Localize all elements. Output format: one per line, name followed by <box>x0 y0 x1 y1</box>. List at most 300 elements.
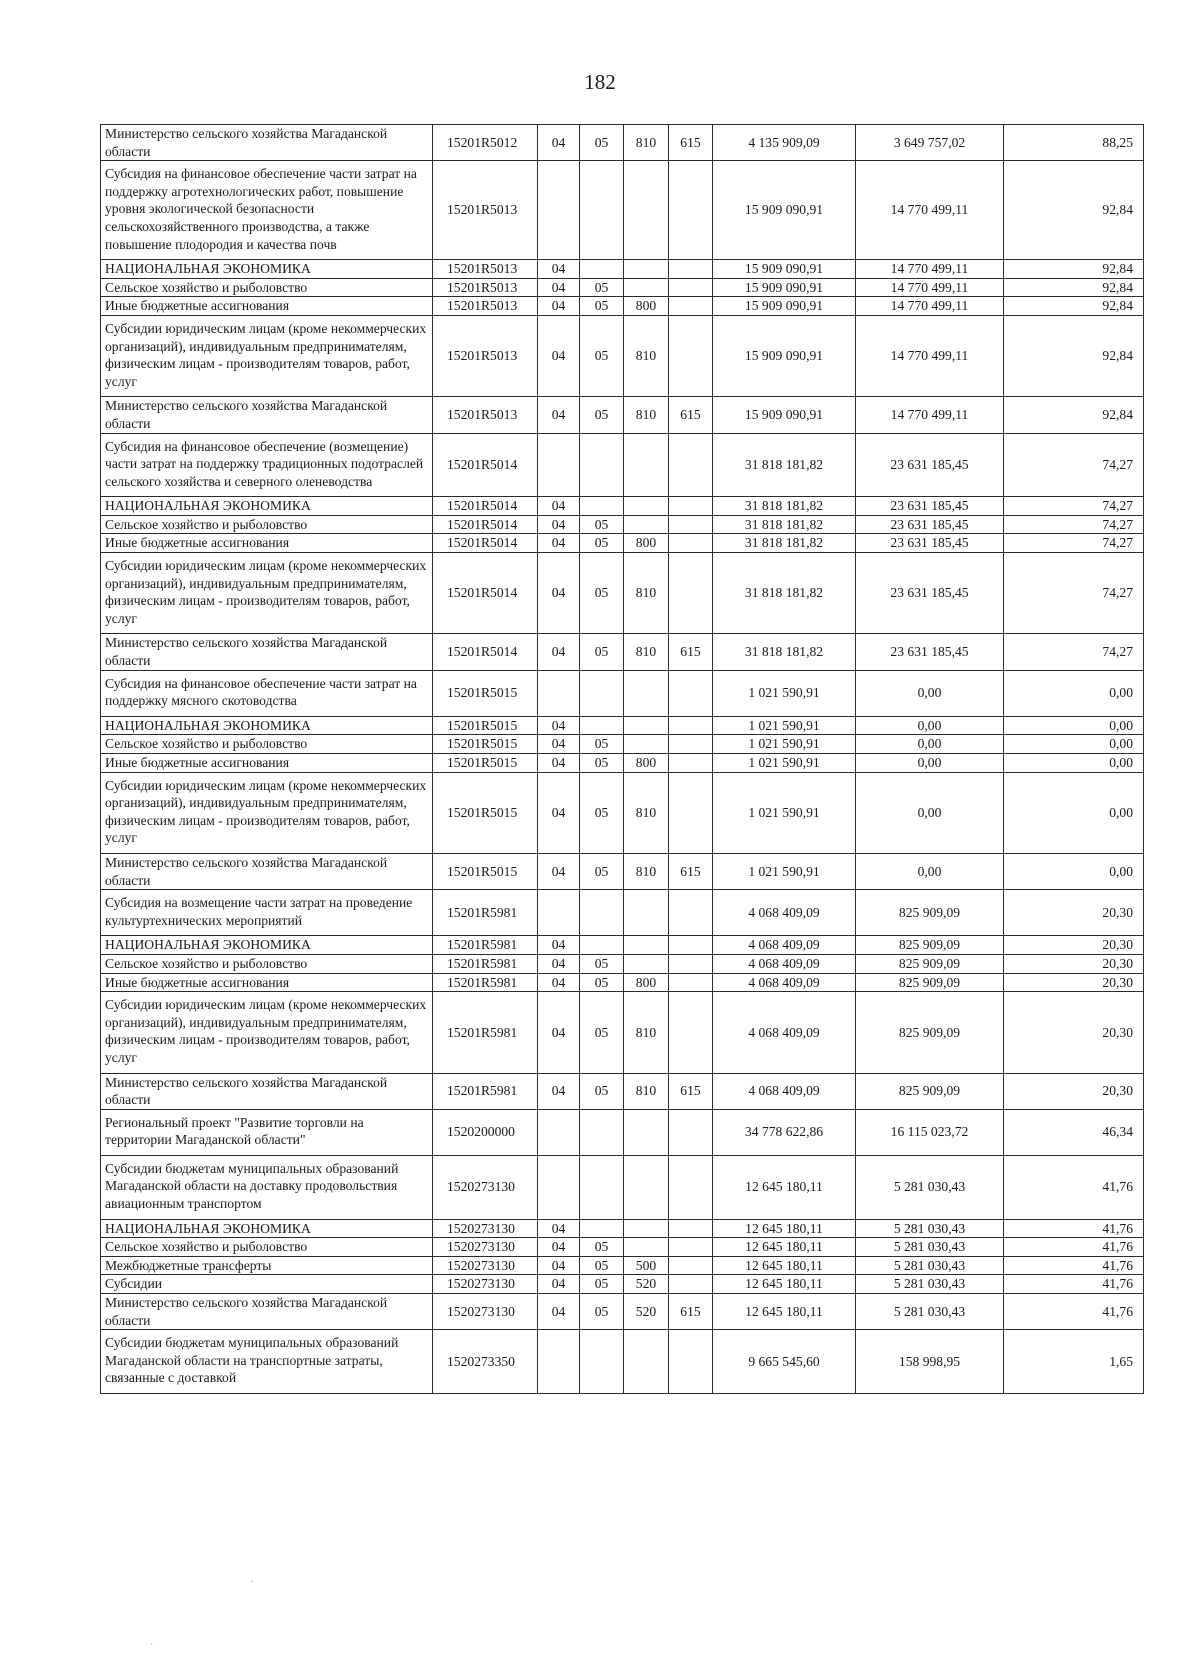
cell-execution-percent: 0,00 <box>1004 670 1144 716</box>
table-row <box>101 992 1144 1073</box>
table-row <box>101 534 1144 553</box>
cell-ministry-code <box>669 890 713 936</box>
cell-subsection: 05 <box>580 735 624 754</box>
cell-expense-type: 810 <box>624 125 669 161</box>
cell-subsection: 05 <box>580 278 624 297</box>
cell-expense-type: 810 <box>624 772 669 853</box>
cell-actual-amount: 14 770 499,11 <box>856 297 1004 316</box>
scan-speck: · <box>150 1640 154 1651</box>
cell-name: НАЦИОНАЛЬНАЯ ЭКОНОМИКА <box>101 936 433 955</box>
cell-name: Министерство сельского хозяйства Магаданской области <box>101 1294 433 1330</box>
table-row <box>101 433 1144 497</box>
cell-section: 04 <box>538 397 580 433</box>
cell-code: 15201R5981 <box>433 973 538 992</box>
cell-execution-percent: 74,27 <box>1004 634 1144 670</box>
cell-ministry-code <box>669 1275 713 1294</box>
page-number: 182 <box>584 70 616 94</box>
cell-section <box>538 1155 580 1219</box>
scan-speck: · <box>250 1577 254 1588</box>
cell-planned-amount: 4 068 409,09 <box>713 890 856 936</box>
cell-section: 04 <box>538 954 580 973</box>
budget-table <box>100 124 1144 1394</box>
cell-execution-percent: 20,30 <box>1004 954 1144 973</box>
cell-ministry-code <box>669 1109 713 1155</box>
cell-subsection <box>580 1219 624 1238</box>
cell-subsection <box>580 433 624 497</box>
table-row <box>101 973 1144 992</box>
cell-actual-amount: 5 281 030,43 <box>856 1256 1004 1275</box>
cell-section: 04 <box>538 735 580 754</box>
cell-section: 04 <box>538 125 580 161</box>
cell-subsection: 05 <box>580 634 624 670</box>
table-row <box>101 278 1144 297</box>
cell-ministry-code: 615 <box>669 853 713 889</box>
cell-name: НАЦИОНАЛЬНАЯ ЭКОНОМИКА <box>101 497 433 516</box>
table-row <box>101 397 1144 433</box>
cell-subsection <box>580 890 624 936</box>
cell-section <box>538 161 580 260</box>
cell-actual-amount: 0,00 <box>856 772 1004 853</box>
cell-actual-amount: 14 770 499,11 <box>856 397 1004 433</box>
cell-actual-amount: 23 631 185,45 <box>856 515 1004 534</box>
cell-ministry-code <box>669 161 713 260</box>
cell-planned-amount: 31 818 181,82 <box>713 534 856 553</box>
cell-expense-type <box>624 278 669 297</box>
cell-planned-amount: 1 021 590,91 <box>713 754 856 773</box>
cell-expense-type: 520 <box>624 1275 669 1294</box>
cell-ministry-code: 615 <box>669 1294 713 1330</box>
cell-subsection: 05 <box>580 397 624 433</box>
cell-section: 04 <box>538 297 580 316</box>
cell-ministry-code <box>669 735 713 754</box>
cell-ministry-code: 615 <box>669 125 713 161</box>
cell-expense-type: 810 <box>624 397 669 433</box>
cell-planned-amount: 4 068 409,09 <box>713 973 856 992</box>
cell-execution-percent: 20,30 <box>1004 936 1144 955</box>
cell-expense-type <box>624 670 669 716</box>
cell-subsection <box>580 670 624 716</box>
cell-code: 15201R5014 <box>433 515 538 534</box>
cell-actual-amount: 5 281 030,43 <box>856 1294 1004 1330</box>
cell-subsection <box>580 1330 624 1394</box>
cell-name: Субсидия на возмещение части затрат на проведение культуртехнических мероприятий <box>101 890 433 936</box>
cell-execution-percent: 92,84 <box>1004 260 1144 279</box>
cell-section <box>538 433 580 497</box>
cell-expense-type <box>624 260 669 279</box>
cell-subsection: 05 <box>580 1256 624 1275</box>
cell-subsection: 05 <box>580 125 624 161</box>
cell-section: 04 <box>538 553 580 634</box>
cell-planned-amount: 12 645 180,11 <box>713 1256 856 1275</box>
cell-name: Субсидии бюджетам муниципальных образований Магаданской области на доставку продовольствия авиационным транспортом <box>101 1155 433 1219</box>
table-row <box>101 1275 1144 1294</box>
cell-actual-amount: 0,00 <box>856 754 1004 773</box>
cell-code: 15201R5012 <box>433 125 538 161</box>
cell-subsection: 05 <box>580 1275 624 1294</box>
cell-code: 1520273130 <box>433 1219 538 1238</box>
cell-subsection <box>580 936 624 955</box>
cell-name: Субсидии юридическим лицам (кроме некоммерческих организаций), индивидуальным предпринимателям, физическим лицам - производителям товаров, работ, услуг <box>101 553 433 634</box>
cell-code: 15201R5015 <box>433 853 538 889</box>
cell-expense-type <box>624 954 669 973</box>
cell-name: Сельское хозяйство и рыболовство <box>101 735 433 754</box>
cell-actual-amount: 825 909,09 <box>856 992 1004 1073</box>
cell-actual-amount: 5 281 030,43 <box>856 1275 1004 1294</box>
cell-name: Субсидии юридическим лицам (кроме некоммерческих организаций), индивидуальным предпринимателям, физическим лицам - производителям товаров, работ, услуг <box>101 772 433 853</box>
cell-planned-amount: 31 818 181,82 <box>713 553 856 634</box>
table-row <box>101 954 1144 973</box>
cell-planned-amount: 1 021 590,91 <box>713 716 856 735</box>
cell-expense-type: 800 <box>624 297 669 316</box>
table-row <box>101 634 1144 670</box>
table-row <box>101 161 1144 260</box>
cell-execution-percent: 92,84 <box>1004 297 1144 316</box>
cell-code: 15201R5015 <box>433 716 538 735</box>
cell-code: 15201R5015 <box>433 735 538 754</box>
cell-code: 15201R5013 <box>433 315 538 396</box>
cell-name: Иные бюджетные ассигнования <box>101 973 433 992</box>
cell-name: Министерство сельского хозяйства Магаданской области <box>101 1073 433 1109</box>
cell-ministry-code: 615 <box>669 1073 713 1109</box>
cell-ministry-code <box>669 1330 713 1394</box>
table-row <box>101 553 1144 634</box>
cell-code: 1520273130 <box>433 1256 538 1275</box>
cell-subsection: 05 <box>580 973 624 992</box>
table-row <box>101 315 1144 396</box>
cell-expense-type: 810 <box>624 853 669 889</box>
table-row <box>101 1294 1144 1330</box>
cell-code: 15201R5013 <box>433 278 538 297</box>
cell-planned-amount: 31 818 181,82 <box>713 515 856 534</box>
cell-planned-amount: 15 909 090,91 <box>713 278 856 297</box>
cell-code: 15201R5013 <box>433 297 538 316</box>
table-row <box>101 125 1144 161</box>
cell-expense-type: 810 <box>624 1073 669 1109</box>
table-row <box>101 297 1144 316</box>
cell-planned-amount: 31 818 181,82 <box>713 433 856 497</box>
table-row <box>101 670 1144 716</box>
cell-expense-type <box>624 716 669 735</box>
cell-expense-type: 810 <box>624 634 669 670</box>
cell-actual-amount: 14 770 499,11 <box>856 315 1004 396</box>
cell-ministry-code <box>669 553 713 634</box>
cell-subsection <box>580 497 624 516</box>
cell-subsection: 05 <box>580 315 624 396</box>
cell-section: 04 <box>538 315 580 396</box>
cell-execution-percent: 92,84 <box>1004 278 1144 297</box>
cell-execution-percent: 41,76 <box>1004 1275 1144 1294</box>
cell-execution-percent: 46,34 <box>1004 1109 1144 1155</box>
cell-expense-type: 500 <box>624 1256 669 1275</box>
cell-ministry-code <box>669 772 713 853</box>
cell-subsection: 05 <box>580 1073 624 1109</box>
table-row <box>101 772 1144 853</box>
cell-code: 15201R5015 <box>433 670 538 716</box>
cell-expense-type <box>624 735 669 754</box>
cell-name: Сельское хозяйство и рыболовство <box>101 278 433 297</box>
cell-planned-amount: 31 818 181,82 <box>713 497 856 516</box>
cell-name: Субсидии бюджетам муниципальных образований Магаданской области на транспортные затраты, связанные с доставкой <box>101 1330 433 1394</box>
cell-expense-type <box>624 161 669 260</box>
cell-section: 04 <box>538 1073 580 1109</box>
cell-subsection <box>580 716 624 735</box>
table-row <box>101 890 1144 936</box>
cell-execution-percent: 0,00 <box>1004 853 1144 889</box>
cell-subsection <box>580 1155 624 1219</box>
cell-ministry-code <box>669 515 713 534</box>
cell-name: НАЦИОНАЛЬНАЯ ЭКОНОМИКА <box>101 716 433 735</box>
cell-section: 04 <box>538 278 580 297</box>
cell-section: 04 <box>538 1238 580 1257</box>
cell-actual-amount: 5 281 030,43 <box>856 1238 1004 1257</box>
cell-execution-percent: 1,65 <box>1004 1330 1144 1394</box>
budget-table-body <box>101 125 1144 1394</box>
cell-section: 04 <box>538 1275 580 1294</box>
cell-section <box>538 1109 580 1155</box>
cell-section <box>538 890 580 936</box>
table-row <box>101 1155 1144 1219</box>
cell-section <box>538 1330 580 1394</box>
cell-execution-percent: 74,27 <box>1004 497 1144 516</box>
cell-planned-amount: 4 135 909,09 <box>713 125 856 161</box>
table-row <box>101 515 1144 534</box>
cell-code: 15201R5013 <box>433 397 538 433</box>
cell-execution-percent: 74,27 <box>1004 515 1144 534</box>
table-row <box>101 1238 1144 1257</box>
cell-code: 15201R5013 <box>433 161 538 260</box>
cell-ministry-code <box>669 1219 713 1238</box>
cell-execution-percent: 41,76 <box>1004 1238 1144 1257</box>
cell-code: 1520200000 <box>433 1109 538 1155</box>
cell-subsection: 05 <box>580 553 624 634</box>
table-row <box>101 1073 1144 1109</box>
cell-code: 15201R5013 <box>433 260 538 279</box>
cell-ministry-code <box>669 297 713 316</box>
cell-code: 15201R5015 <box>433 772 538 853</box>
cell-actual-amount: 16 115 023,72 <box>856 1109 1004 1155</box>
table-row <box>101 1219 1144 1238</box>
cell-ministry-code <box>669 260 713 279</box>
cell-execution-percent: 0,00 <box>1004 772 1144 853</box>
cell-ministry-code <box>669 954 713 973</box>
cell-actual-amount: 14 770 499,11 <box>856 260 1004 279</box>
table-row <box>101 260 1144 279</box>
table-row <box>101 735 1144 754</box>
cell-subsection <box>580 260 624 279</box>
table-row <box>101 1330 1144 1394</box>
cell-code: 15201R5981 <box>433 992 538 1073</box>
cell-section: 04 <box>538 534 580 553</box>
cell-actual-amount: 158 998,95 <box>856 1330 1004 1394</box>
cell-name: Сельское хозяйство и рыболовство <box>101 515 433 534</box>
cell-execution-percent: 0,00 <box>1004 735 1144 754</box>
cell-execution-percent: 20,30 <box>1004 1073 1144 1109</box>
cell-execution-percent: 92,84 <box>1004 315 1144 396</box>
cell-name: Субсидия на финансовое обеспечение (возмещение) части затрат на поддержку традиционных подотраслей сельского хозяйства и северного оленеводства <box>101 433 433 497</box>
cell-actual-amount: 14 770 499,11 <box>856 278 1004 297</box>
cell-section: 04 <box>538 497 580 516</box>
cell-name: Иные бюджетные ассигнования <box>101 534 433 553</box>
cell-expense-type: 810 <box>624 553 669 634</box>
cell-ministry-code <box>669 936 713 955</box>
cell-actual-amount: 825 909,09 <box>856 973 1004 992</box>
cell-code: 1520273130 <box>433 1294 538 1330</box>
cell-actual-amount: 5 281 030,43 <box>856 1155 1004 1219</box>
cell-subsection: 05 <box>580 992 624 1073</box>
cell-code: 15201R5014 <box>433 433 538 497</box>
cell-expense-type <box>624 1155 669 1219</box>
cell-name: Субсидия на финансовое обеспечение части затрат на поддержку мясного скотоводства <box>101 670 433 716</box>
cell-actual-amount: 23 631 185,45 <box>856 497 1004 516</box>
cell-planned-amount: 1 021 590,91 <box>713 772 856 853</box>
cell-expense-type <box>624 1330 669 1394</box>
cell-execution-percent: 41,76 <box>1004 1155 1144 1219</box>
cell-code: 15201R5981 <box>433 954 538 973</box>
cell-section: 04 <box>538 853 580 889</box>
cell-section: 04 <box>538 716 580 735</box>
cell-execution-percent: 92,84 <box>1004 161 1144 260</box>
cell-execution-percent: 74,27 <box>1004 433 1144 497</box>
cell-planned-amount: 4 068 409,09 <box>713 936 856 955</box>
cell-code: 1520273130 <box>433 1275 538 1294</box>
cell-actual-amount: 14 770 499,11 <box>856 161 1004 260</box>
cell-planned-amount: 4 068 409,09 <box>713 954 856 973</box>
cell-planned-amount: 15 909 090,91 <box>713 297 856 316</box>
cell-execution-percent: 88,25 <box>1004 125 1144 161</box>
cell-name: Министерство сельского хозяйства Магаданской области <box>101 125 433 161</box>
cell-section: 04 <box>538 992 580 1073</box>
cell-expense-type <box>624 497 669 516</box>
table-row <box>101 1256 1144 1275</box>
cell-planned-amount: 15 909 090,91 <box>713 260 856 279</box>
table-row <box>101 853 1144 889</box>
cell-name: Иные бюджетные ассигнования <box>101 297 433 316</box>
cell-name: НАЦИОНАЛЬНАЯ ЭКОНОМИКА <box>101 1219 433 1238</box>
cell-planned-amount: 34 778 622,86 <box>713 1109 856 1155</box>
cell-subsection: 05 <box>580 754 624 773</box>
cell-name: Министерство сельского хозяйства Магаданской области <box>101 853 433 889</box>
cell-section: 04 <box>538 1219 580 1238</box>
cell-code: 15201R5015 <box>433 754 538 773</box>
cell-section: 04 <box>538 936 580 955</box>
cell-execution-percent: 20,30 <box>1004 973 1144 992</box>
cell-execution-percent: 41,76 <box>1004 1294 1144 1330</box>
cell-ministry-code <box>669 670 713 716</box>
cell-section: 04 <box>538 772 580 853</box>
cell-actual-amount: 23 631 185,45 <box>856 433 1004 497</box>
cell-planned-amount: 12 645 180,11 <box>713 1275 856 1294</box>
cell-planned-amount: 4 068 409,09 <box>713 992 856 1073</box>
table-row <box>101 497 1144 516</box>
cell-ministry-code: 615 <box>669 397 713 433</box>
cell-ministry-code <box>669 1238 713 1257</box>
cell-expense-type <box>624 515 669 534</box>
cell-subsection: 05 <box>580 772 624 853</box>
cell-name: Министерство сельского хозяйства Магаданской области <box>101 397 433 433</box>
cell-planned-amount: 31 818 181,82 <box>713 634 856 670</box>
cell-planned-amount: 1 021 590,91 <box>713 853 856 889</box>
cell-code: 15201R5014 <box>433 497 538 516</box>
cell-section: 04 <box>538 634 580 670</box>
cell-subsection: 05 <box>580 297 624 316</box>
cell-planned-amount: 12 645 180,11 <box>713 1238 856 1257</box>
cell-code: 15201R5981 <box>433 936 538 955</box>
cell-name: Иные бюджетные ассигнования <box>101 754 433 773</box>
cell-section: 04 <box>538 1294 580 1330</box>
cell-planned-amount: 15 909 090,91 <box>713 397 856 433</box>
cell-code: 15201R5014 <box>433 553 538 634</box>
cell-expense-type: 800 <box>624 973 669 992</box>
cell-execution-percent: 74,27 <box>1004 534 1144 553</box>
cell-ministry-code <box>669 992 713 1073</box>
cell-name: Региональный проект "Развитие торговли на территории Магаданской области" <box>101 1109 433 1155</box>
cell-code: 15201R5014 <box>433 634 538 670</box>
cell-actual-amount: 5 281 030,43 <box>856 1219 1004 1238</box>
cell-execution-percent: 41,76 <box>1004 1256 1144 1275</box>
cell-actual-amount: 0,00 <box>856 670 1004 716</box>
cell-code: 15201R5981 <box>433 890 538 936</box>
cell-expense-type <box>624 1109 669 1155</box>
cell-section: 04 <box>538 973 580 992</box>
cell-execution-percent: 74,27 <box>1004 553 1144 634</box>
cell-execution-percent: 20,30 <box>1004 890 1144 936</box>
cell-ministry-code <box>669 1256 713 1275</box>
cell-expense-type <box>624 433 669 497</box>
table-row <box>101 754 1144 773</box>
cell-execution-percent: 41,76 <box>1004 1219 1144 1238</box>
cell-actual-amount: 825 909,09 <box>856 1073 1004 1109</box>
table-row <box>101 936 1144 955</box>
cell-expense-type <box>624 890 669 936</box>
cell-section: 04 <box>538 515 580 534</box>
cell-planned-amount: 12 645 180,11 <box>713 1294 856 1330</box>
cell-ministry-code <box>669 278 713 297</box>
cell-execution-percent: 0,00 <box>1004 754 1144 773</box>
table-row <box>101 716 1144 735</box>
cell-ministry-code: 615 <box>669 634 713 670</box>
cell-subsection: 05 <box>580 853 624 889</box>
cell-subsection <box>580 1109 624 1155</box>
cell-actual-amount: 825 909,09 <box>856 954 1004 973</box>
table-row <box>101 1109 1144 1155</box>
cell-planned-amount: 15 909 090,91 <box>713 161 856 260</box>
cell-execution-percent: 92,84 <box>1004 397 1144 433</box>
cell-subsection: 05 <box>580 534 624 553</box>
cell-ministry-code <box>669 433 713 497</box>
cell-planned-amount: 12 645 180,11 <box>713 1219 856 1238</box>
cell-ministry-code <box>669 497 713 516</box>
cell-code: 1520273130 <box>433 1155 538 1219</box>
cell-section: 04 <box>538 260 580 279</box>
cell-actual-amount: 0,00 <box>856 853 1004 889</box>
cell-name: Межбюджетные трансферты <box>101 1256 433 1275</box>
cell-name: Субсидии юридическим лицам (кроме некоммерческих организаций), индивидуальным предпринимателям, физическим лицам - производителям товаров, работ, услуг <box>101 315 433 396</box>
cell-actual-amount: 23 631 185,45 <box>856 634 1004 670</box>
cell-ministry-code <box>669 754 713 773</box>
cell-section: 04 <box>538 754 580 773</box>
cell-subsection: 05 <box>580 515 624 534</box>
cell-subsection: 05 <box>580 954 624 973</box>
cell-ministry-code <box>669 1155 713 1219</box>
cell-ministry-code <box>669 716 713 735</box>
cell-name: НАЦИОНАЛЬНАЯ ЭКОНОМИКА <box>101 260 433 279</box>
cell-planned-amount: 9 665 545,60 <box>713 1330 856 1394</box>
cell-actual-amount: 23 631 185,45 <box>856 534 1004 553</box>
cell-execution-percent: 20,30 <box>1004 992 1144 1073</box>
cell-name: Сельское хозяйство и рыболовство <box>101 1238 433 1257</box>
cell-expense-type: 810 <box>624 992 669 1073</box>
cell-section: 04 <box>538 1256 580 1275</box>
